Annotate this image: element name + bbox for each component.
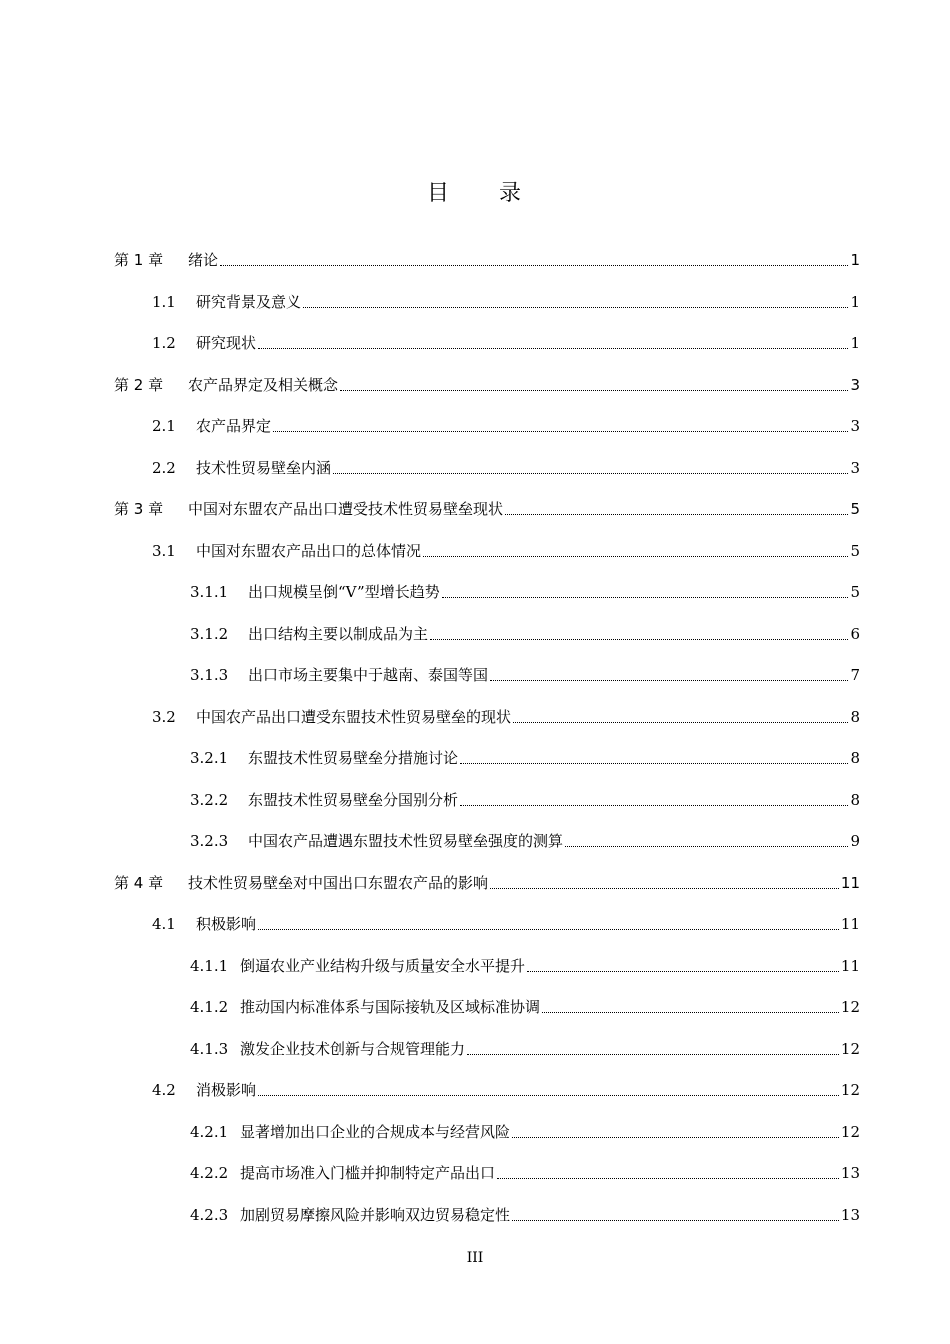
toc-entry-page: 8 [850,749,860,767]
dot-leader [542,1012,839,1013]
toc-entry-title: 中国农产品遭遇东盟技术性贸易壁垒强度的测算 [248,832,564,850]
toc-entry[interactable] [0,744,860,768]
toc-entry[interactable] [0,1118,860,1142]
toc-entry-page: 5 [850,541,860,560]
toc-entry-title: 研究现状 [196,334,257,352]
toc-entry[interactable] [0,1159,860,1183]
toc-entry-title: 绪论 [188,251,219,269]
toc-entry-number: 2.1 [152,417,176,435]
toc-entry-title: 倒逼农业产业结构升级与质量安全水平提升 [240,956,526,975]
toc-entry[interactable] [0,910,860,934]
toc-entry-page: 1 [850,334,860,352]
toc-entry[interactable] [0,454,860,478]
dot-leader [527,971,839,972]
toc-entry-title: 中国对东盟农产品出口的总体情况 [196,541,422,560]
toc-entry-title: 中国农产品出口遭受东盟技术性贸易壁垒的现状 [196,707,512,726]
dot-leader [565,846,848,847]
toc-entry-title: 积极影响 [196,915,257,933]
toc-entry-page: 3 [850,458,860,477]
toc-entry-title: 激发企业技术创新与合规管理能力 [240,1039,466,1058]
toc-entry-page: 3 [850,417,860,435]
toc-entry-page: 13 [840,1205,860,1224]
dot-leader [513,722,848,723]
toc-entry-title: 提高市场准入门槛并抑制特定产品出口 [240,1164,496,1182]
toc-entry[interactable] [0,288,860,312]
toc-entry[interactable] [0,1201,860,1225]
toc-entry-number: 3.1.3 [190,666,229,684]
toc-entry-page: 5 [850,500,860,518]
dot-leader [512,1137,839,1138]
toc-entry-number: 4.1.1 [190,956,229,975]
dot-leader [442,597,849,598]
toc-entry-page: 12 [840,998,860,1016]
toc-entry-number: 3.1.1 [190,583,229,601]
toc-entry-number: 3.1 [152,541,176,560]
toc-entry-title: 技术性贸易壁垒对中国出口东盟农产品的影响 [188,873,489,892]
toc-entry-number: 第 4 章 [114,873,164,892]
toc-entry-page: 5 [850,583,860,601]
toc-entry[interactable] [0,1035,860,1059]
toc-entry-page: 7 [850,666,860,684]
dot-leader [258,348,848,349]
page-number-footer: III [466,1250,484,1266]
toc-entry-page: 11 [840,873,860,892]
dot-leader [512,1220,839,1221]
toc-entry-number: 第 3 章 [114,500,164,518]
toc-entry-page: 11 [840,915,860,933]
toc-entry-number: 4.2.3 [190,1205,229,1224]
toc-entry[interactable] [0,537,860,561]
toc-entry[interactable] [0,412,860,436]
toc-entry-title: 出口结构主要以制成品为主 [248,624,429,643]
toc-entry-number: 2.2 [152,458,176,477]
page-title: 目 录 [426,181,523,206]
toc-entry-number: 3.2.2 [190,790,229,809]
toc-entry[interactable] [0,786,860,810]
dot-leader [460,763,848,764]
toc-entry-title: 技术性贸易壁垒内涵 [196,458,332,477]
toc-entry-number: 1.2 [152,334,176,352]
dot-leader [467,1054,839,1055]
toc-entry-page: 6 [850,624,860,643]
dot-leader [333,473,848,474]
toc-entry-title: 研究背景及意义 [196,292,302,311]
toc-entry-title: 推动国内标准体系与国际接轨及区域标准协调 [240,998,541,1016]
dot-leader [258,1095,839,1096]
toc-entry-page: 12 [840,1122,860,1141]
toc-entry-title: 中国对东盟农产品出口遭受技术性贸易壁垒现状 [188,500,504,518]
toc-entry-number: 3.2.3 [190,832,229,850]
toc-entry[interactable] [0,246,860,270]
toc-entry-page: 13 [840,1164,860,1182]
toc-entry-number: 第 2 章 [114,375,164,394]
toc-entry-title: 出口规模呈倒“V”型增长趋势 [248,583,440,601]
toc-entry-number: 4.2.1 [190,1122,229,1141]
toc-entry-number: 3.2.1 [190,749,229,767]
toc-entry[interactable] [0,371,860,395]
toc-entry-number: 4.1 [152,915,176,933]
dot-leader [258,929,839,930]
dot-leader [220,265,848,266]
toc-entry-page: 12 [840,1081,860,1099]
toc-entry-title: 出口市场主要集中于越南、泰国等国 [248,666,489,684]
dot-leader [430,639,848,640]
toc-entry[interactable] [0,952,860,976]
toc-entry[interactable] [0,495,860,519]
dot-leader [505,514,848,515]
toc-entry-number: 1.1 [152,292,176,311]
toc-entry-title: 消极影响 [196,1081,257,1099]
dot-leader [460,805,848,806]
dot-leader [340,390,848,391]
toc-entry-number: 第 1 章 [114,251,164,269]
toc-entry-number: 4.2 [152,1081,176,1099]
dot-leader [423,556,848,557]
toc-entry-title: 农产品界定 [196,417,272,435]
toc-entry-page: 1 [850,292,860,311]
toc-entry[interactable] [0,620,860,644]
toc-entry-number: 4.1.2 [190,998,229,1016]
toc-entry-page: 11 [840,956,860,975]
toc-entry-title: 加剧贸易摩擦风险并影响双边贸易稳定性 [240,1205,511,1224]
toc-entry-number: 3.2 [152,707,176,726]
dot-leader [273,431,848,432]
toc-entry[interactable] [0,827,860,851]
toc-entry[interactable] [0,1076,860,1100]
toc-entry-page: 1 [850,251,860,269]
dot-leader [490,680,848,681]
toc-entry[interactable] [0,329,860,353]
toc-entry[interactable] [0,993,860,1017]
toc-entry-title: 农产品界定及相关概念 [188,375,339,394]
toc-entry-page: 9 [850,832,860,850]
toc-entry[interactable] [0,661,860,685]
toc-entry[interactable] [0,869,860,893]
toc-entry[interactable] [0,703,860,727]
toc-entry-page: 3 [850,375,860,394]
toc-entry-number: 4.2.2 [190,1164,229,1182]
dot-leader [497,1178,839,1179]
toc-entry[interactable] [0,578,860,602]
toc-entry-page: 8 [850,707,860,726]
toc-entry-title: 东盟技术性贸易壁垒分措施讨论 [248,749,459,767]
toc-entry-page: 8 [850,790,860,809]
dot-leader [303,307,848,308]
toc-entry-title: 东盟技术性贸易壁垒分国别分析 [248,790,459,809]
dot-leader [490,888,839,889]
toc-entry-number: 4.1.3 [190,1039,229,1058]
toc-entry-page: 12 [840,1039,860,1058]
toc-entry-title: 显著增加出口企业的合规成本与经营风险 [240,1122,511,1141]
toc-entry-number: 3.1.2 [190,624,229,643]
